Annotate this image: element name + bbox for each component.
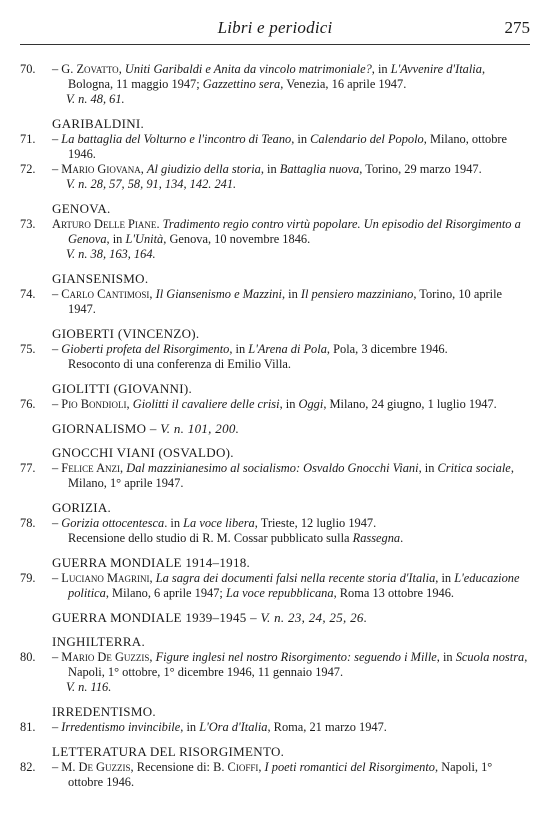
entry-title: Gioberti profeta del Risorgimento: [61, 342, 230, 356]
entry-number: 82.: [20, 760, 36, 774]
entry-publication: L'Avvenire d'Italia: [390, 62, 482, 76]
entry-publication: Battaglia nuova: [279, 162, 360, 176]
entry-title: Uniti Garibaldi e Anita da vincolo matrimoniale?: [124, 62, 372, 76]
entry-author: B. Cioffi: [213, 760, 259, 774]
entry-number: 74.: [20, 287, 36, 301]
section-heading: GIANSENISMO.: [52, 271, 149, 286]
entry-76: 76. – Pio Bondioli, Giolitti il cavaliere delle crisi, in Oggi, Milano, 24 giugno, 1 luglio 1947.: [20, 397, 497, 411]
entry-79: 79. – Luciano Magrini, La sagra dei documenti falsi nella recente storia d'Italia, in L'educazione politica, Milano, 6 aprile 1947; La voce repubblicana, Roma 13 ottobre 1946.: [20, 571, 520, 600]
entry-title: Gorizia ottocentesca: [61, 516, 165, 530]
entry-70: 70. – G. Zovatto, Uniti Garibaldi e Anita da vincolo matrimoniale?, in L'Avvenire d'Italia, Bologna, 11 maggio 1947; Gazzettino sera, Venezia, 16 aprile 1947.: [20, 62, 486, 91]
entry-number: 72.: [20, 162, 36, 176]
entry-publication: L'Ora d'Italia: [199, 720, 268, 734]
entry-publication: Il pensiero mazziniano: [300, 287, 414, 301]
cross-reference: V. n. 48, 61.: [66, 92, 125, 106]
entry-note: Recensione dello studio di R. M. Cossar pubblicato sulla Rassegna.: [68, 531, 404, 545]
entry-number: 75.: [20, 342, 36, 356]
entry-number: 71.: [20, 132, 36, 146]
section-heading: GENOVA.: [52, 201, 111, 216]
entry-author: Carlo Cantimosi: [61, 287, 150, 301]
entry-title: Figure inglesi nel nostro Risorgimento: seguendo i Mille: [155, 650, 437, 664]
entry-73: 73. Arturo Delle Piane. Tradimento regio contro virtù popolare. Un episodio del Risorgimento a Genova, in L'Unità, Genova, 10 novembre 1846.: [20, 217, 521, 246]
entry-title: La battaglia del Volturno e l'incontro di Teano: [61, 132, 292, 146]
entry-78: 78. – Gorizia ottocentesca. in La voce libera, Trieste, 12 luglio 1947.: [20, 516, 377, 530]
entry-publication: Scuola nostra: [455, 650, 525, 664]
entry-number: 77.: [20, 461, 36, 475]
entry-77: 77. – Felice Anzi, Dal mazzinianesimo al socialismo: Osvaldo Gnocchi Viani, in Critica sociale, Milano, 1° aprile 1947.: [20, 461, 514, 490]
entry-note: Resoconto di una conferenza di Emilio Villa.: [68, 357, 292, 371]
entry-number: 80.: [20, 650, 36, 664]
entry-title: La sagra dei documenti falsi nella recente storia d'Italia: [155, 571, 436, 585]
entry-author: Pio Bondioli: [61, 397, 127, 411]
entry-75: 75. – Gioberti profeta del Risorgimento, in L'Arena di Pola, Pola, 3 dicembre 1946.: [20, 342, 448, 356]
section-heading: IRREDENTISMO.: [52, 704, 156, 719]
section-heading: GUERRA MONDIALE 1914–1918.: [52, 555, 251, 570]
section-heading: GIOBERTI (VINCENZO).: [52, 326, 200, 341]
section-heading: GIOLITTI (GIOVANNI).: [52, 381, 193, 396]
section-heading: INGHILTERRA.: [52, 634, 146, 649]
entry-publication: L'educazione politica: [68, 571, 520, 600]
entry-author: M. De Guzzis: [61, 760, 131, 774]
header-rule: [20, 44, 530, 45]
entry-71: 71. – La battaglia del Volturno e l'incontro di Teano, in Calendario del Popolo, Milano, ottobre 1946.: [20, 132, 508, 161]
entry-author: Arturo Delle Piane: [52, 217, 157, 231]
entry-number: 78.: [20, 516, 36, 530]
entry-publication: Critica sociale: [437, 461, 511, 475]
section-heading-giornalismo: GIORNALISMO – V. n. 101, 200.: [52, 421, 240, 436]
page-number: 275: [504, 18, 530, 37]
entry-74: 74. – Carlo Cantimosi, Il Giansenismo e Mazzini, in Il pensiero mazziniano, Torino, 10 aprile 1947.: [20, 287, 503, 316]
entry-number: 81.: [20, 720, 36, 734]
entry-publication: La voce repubblicana: [225, 586, 334, 600]
cross-reference: V. n. 28, 57, 58, 91, 134, 142. 241.: [66, 177, 237, 191]
entry-80: 80. – Mario De Guzzis, Figure inglesi nel nostro Risorgimento: seguendo i Mille, in Scuola nostra, Napoli, 1° ottobre, 1° dicembre 1946, 11 gennaio 1947.: [20, 650, 528, 679]
entry-publication: L'Arena di Pola: [248, 342, 327, 356]
entry-number: 73.: [20, 217, 36, 231]
entry-number: 70.: [20, 62, 36, 76]
section-heading: LETTERATURA DEL RISORGIMENTO.: [52, 744, 285, 759]
bibliography-list: [20, 62, 530, 790]
cross-reference: V. n. 116.: [66, 680, 112, 694]
entry-title: I poeti romantici del Risorgimento: [264, 760, 435, 774]
entry-author: Mario De Guzzis: [61, 650, 150, 664]
entry-title: Al giudizio della storia: [146, 162, 261, 176]
entry-81: 81. – Irredentismo invincibile, in L'Ora d'Italia, Roma, 21 marzo 1947.: [20, 720, 387, 734]
page-header: [20, 12, 530, 42]
entry-title: Dal mazzinianesimo al socialismo: Osvaldo Gnocchi Viani: [126, 461, 419, 475]
cross-reference: V. n. 101, 200.: [160, 421, 240, 436]
section-heading-guerra-1939: GUERRA MONDIALE 1939–1945 – V. n. 23, 24, 25, 26.: [52, 610, 368, 625]
entry-82: 82. – M. De Guzzis, Recensione di: B. Cioffi, I poeti romantici del Risorgimento, Napoli, 1° ottobre 1946.: [20, 760, 493, 789]
entry-publication: Gazzettino sera: [202, 77, 281, 91]
entry-author: Mario Giovana: [61, 162, 141, 176]
entry-author: Felice Anzi: [61, 461, 121, 475]
entry-number: 79.: [20, 571, 36, 585]
entry-publication: L'Unità: [125, 232, 164, 246]
cross-reference: V. n. 23, 24, 25, 26.: [260, 610, 368, 625]
entry-title: Irredentismo invincibile: [61, 720, 181, 734]
running-head: Libri e periodici: [217, 18, 333, 37]
entry-72: 72. – Mario Giovana, Al giudizio della storia, in Battaglia nuova, Torino, 29 marzo 1947.: [20, 162, 482, 176]
entry-title: Giolitti il cavaliere delle crisi: [132, 397, 280, 411]
entry-publication: Oggi: [298, 397, 324, 411]
cross-reference: V. n. 38, 163, 164.: [66, 247, 156, 261]
entry-author: Luciano Magrini: [61, 571, 150, 585]
entry-number: 76.: [20, 397, 36, 411]
entry-publication: La voce libera: [183, 516, 255, 530]
section-heading: GORIZIA.: [52, 500, 112, 515]
section-heading: GARIBALDINI.: [52, 116, 145, 131]
entry-title: Tradimento regio contro virtù popolare. Un episodio del Risorgimento a Genova: [68, 217, 521, 246]
entry-publication: Calendario del Popolo: [310, 132, 424, 146]
entry-title: Il Giansenismo e Mazzini: [155, 287, 282, 301]
section-heading: GNOCCHI VIANI (OSVALDO).: [52, 445, 234, 460]
entry-author: G. Zovatto: [61, 62, 119, 76]
